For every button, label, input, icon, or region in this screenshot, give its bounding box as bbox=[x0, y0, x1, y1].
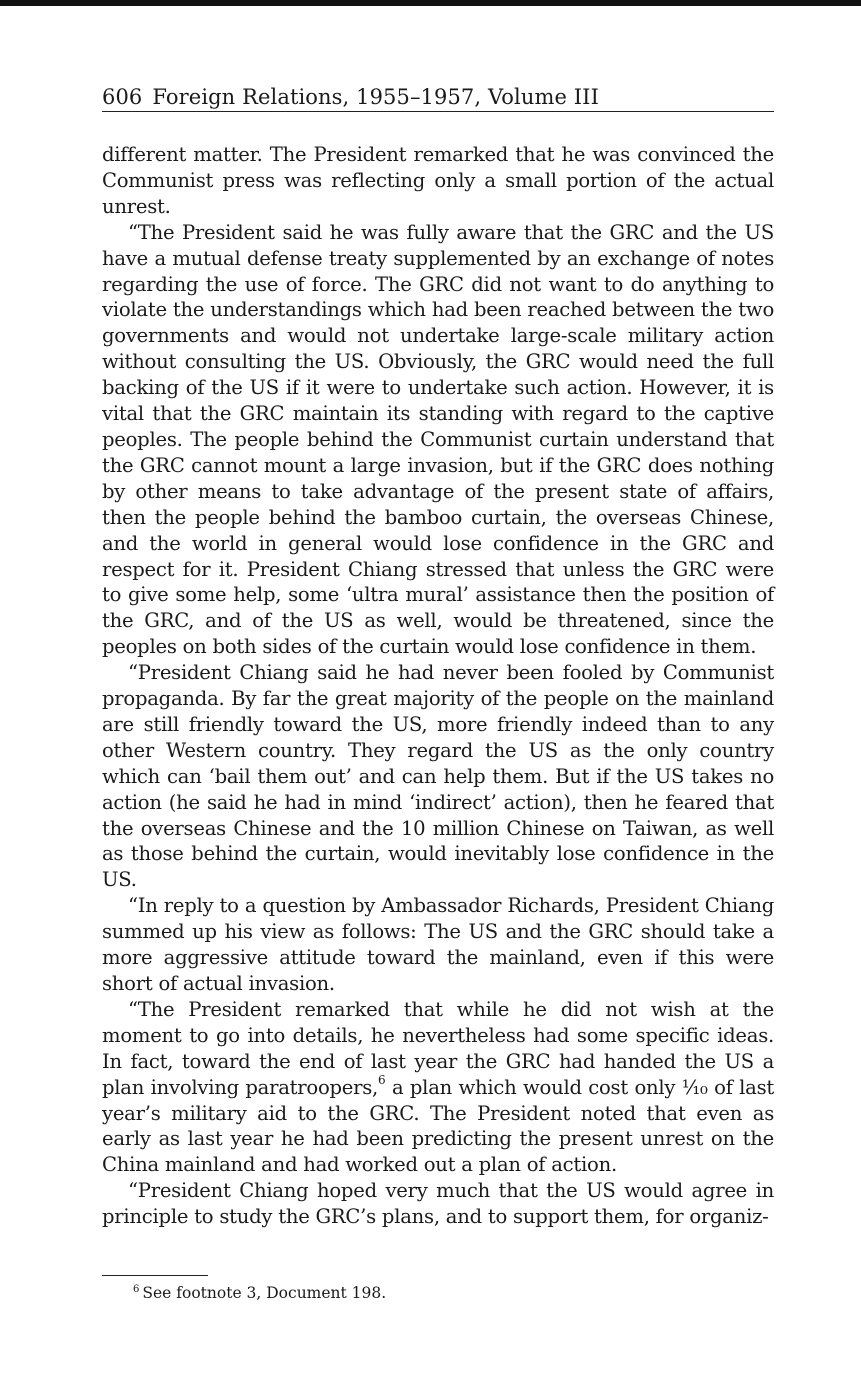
footnote-divider bbox=[102, 1275, 208, 1276]
footnote-reference[interactable]: 6 bbox=[378, 1073, 386, 1088]
paragraph-2: “The President said he was fully aware that the GRC and the US have a mutual defense treaty supplemented by an exchange of notes regarding the use of force. The GRC did not want to do anything to violate the understandings which had been reached between the two governments and would not undertake large-scale military action without consulting the US. Obviously, the GRC would need the full backing of the US if it were to undertake such action. However, it is vital that the GRC maintain its standing with regard to the captive peoples. The people behind the Communist curtain understand that the GRC cannot mount a large invasion, but if the GRC does nothing by other means to take advantage of the present state of affairs, then the people behind the bamboo curtain, the overseas Chinese, and the world in general would lose confidence in the GRC and respect for it. President Chiang stressed that unless the GRC were to give some help, some ‘ultra mural’ assistance then the position of the GRC, and of the US as well, would be threatened, since the peoples on both sides of the curtain would lose confidence in them. bbox=[102, 220, 774, 659]
paragraph-5-text-a: “The President remarked that while he did not wish at the moment to go into details, he nevertheless had some specific ideas. In fact, toward the end of last year the GRC had handed the US a plan involving paratroopers, bbox=[102, 997, 774, 1099]
top-edge-rule bbox=[0, 0, 861, 6]
document-page bbox=[102, 84, 774, 1230]
paragraph-5-text-b: a plan which would cost only ¹⁄₁₀ of last year’s military aid to the GRC. The President noted that even as early as last year he had been predicting the present unrest on the China mainland and had worked out a plan of action. bbox=[102, 1075, 775, 1177]
paragraph-3: “President Chiang said he had never been fooled by Communist propaganda. By far the great majority of the people on the mainland are still friendly toward the US, more friendly indeed than to any other Western country. They regard the US as the only country which can ‘bail them out’ and can help them. But if the US takes no action (he said he had in mind ‘indirect’ action), then he feared that the overseas Chinese and the 10 million Chinese on Taiwan, as well as those behind the curtain, would inevitably lose confidence in the US. bbox=[102, 661, 774, 892]
paragraph-5 bbox=[102, 997, 774, 1178]
footnote bbox=[133, 1283, 386, 1303]
page-number: 606 bbox=[102, 85, 143, 109]
running-header bbox=[102, 84, 774, 112]
publication-title: Foreign Relations, 1955–1957, Volume III bbox=[152, 85, 599, 109]
body-text bbox=[102, 142, 774, 1230]
paragraph-4: “In reply to a question by Ambassador Richards, President Chiang summed up his view as follows: The US and the GRC should take a more aggressive attitude toward the mainland, even if this were short of actual invasion. bbox=[102, 894, 774, 995]
paragraph-1: different matter. The President remarked that he was convinced the Communist press was reflecting only a small portion of the actual unrest. bbox=[102, 143, 774, 218]
paragraph-6: “President Chiang hoped very much that the US would agree in principle to study the GRC’s plans, and to support them, for organiz- bbox=[102, 1179, 774, 1229]
footnote-number: 6 bbox=[133, 1283, 140, 1295]
footnote-text: See footnote 3, Document 198. bbox=[142, 1284, 387, 1302]
